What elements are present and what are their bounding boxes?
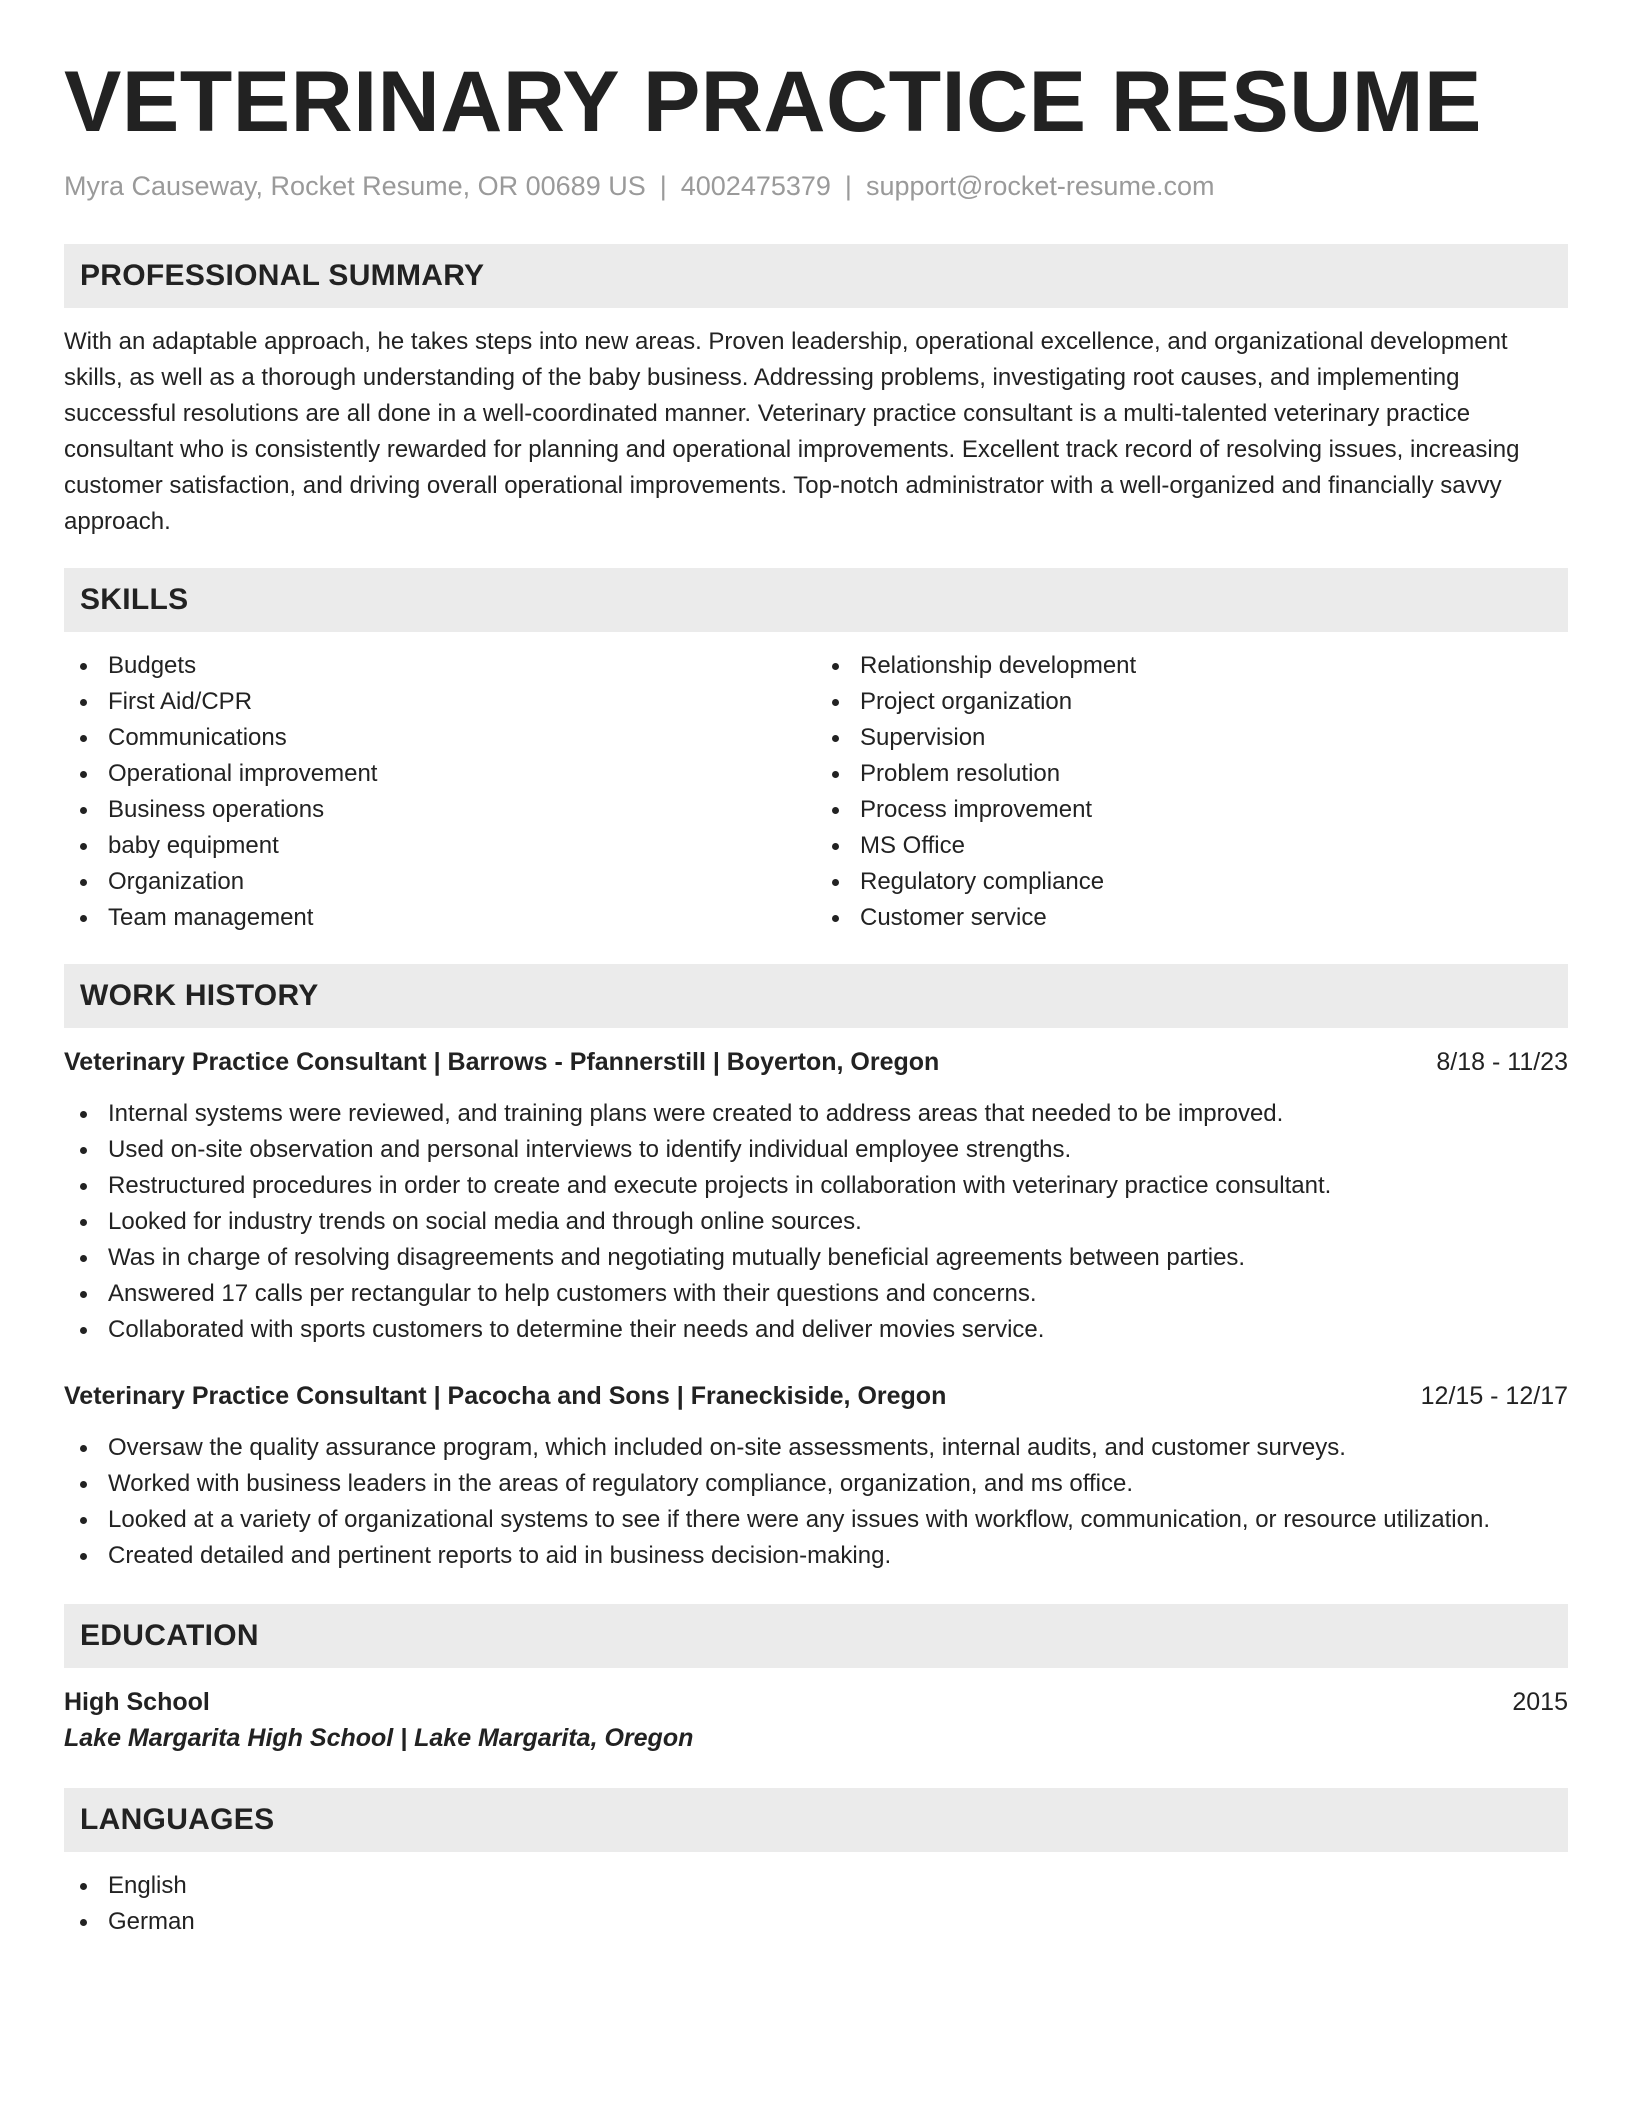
contact-address: Myra Causeway, Rocket Resume, OR 00689 US [64, 171, 646, 201]
job-bullets [64, 1096, 1568, 1348]
job-entry [64, 1378, 1568, 1574]
skill-item: Team management [64, 900, 816, 936]
contact-separator: | [844, 171, 852, 201]
job-header [64, 1378, 1568, 1414]
education-heading: EDUCATION [64, 1604, 1568, 1668]
job-bullet: Looked for industry trends on social media and through online sources. [64, 1204, 1568, 1240]
job-bullet: Collaborated with sports customers to determine their needs and deliver movies service. [64, 1312, 1568, 1348]
job-bullet: Answered 17 calls per rectangular to help customers with their questions and concerns. [64, 1276, 1568, 1312]
job-bullet: Restructured procedures in order to create and execute projects in collaboration with veterinary practice consultant. [64, 1168, 1568, 1204]
skills-column-right [816, 648, 1568, 936]
skills-column-left [64, 648, 816, 936]
summary-text: With an adaptable approach, he takes steps into new areas. Proven leadership, operational excellence, and organizational development skills, as well as a thorough understanding of the baby business. Addressing problems, investigating root causes, and implementing successful resolutions are all done in a well-coordinated manner. Veterinary practice consultant is a multi-talented veterinary practice consultant who is consistently rewarded for planning and operational improvements. Excellent track record of resolving issues, increasing customer satisfaction, and driving overall operational improvements. Top-notch administrator with a well-organized and financially savvy approach. [64, 328, 1520, 535]
work-history-heading: WORK HISTORY [64, 964, 1568, 1028]
job-bullet: Was in charge of resolving disagreements and negotiating mutually beneficial agreements between parties. [64, 1240, 1568, 1276]
contact-separator: | [659, 171, 667, 201]
job-bullet: Internal systems were reviewed, and training plans were created to address areas that needed to be improved. [64, 1096, 1568, 1132]
skill-item: MS Office [816, 828, 1568, 864]
skills-list [64, 648, 1568, 936]
skill-item: Supervision [816, 720, 1568, 756]
contact-line [64, 168, 1568, 204]
job-header [64, 1044, 1568, 1080]
skill-item: Relationship development [816, 648, 1568, 684]
skill-item: Customer service [816, 900, 1568, 936]
education-school: Lake Margarita High School | Lake Margarita, Oregon [64, 1724, 694, 1752]
skill-item: baby equipment [64, 828, 816, 864]
skill-item: Project organization [816, 684, 1568, 720]
job-dates: 12/15 - 12/17 [1420, 1382, 1568, 1410]
job-entry [64, 1044, 1568, 1348]
job-bullet: Oversaw the quality assurance program, which included on-site assessments, internal audits, and customer surveys. [64, 1430, 1568, 1466]
job-dates: 8/18 - 11/23 [1436, 1048, 1568, 1076]
job-bullet: Looked at a variety of organizational systems to see if there were any issues with workflow, communication, or resource utilization. [64, 1502, 1568, 1538]
education-year: 2015 [1512, 1688, 1568, 1716]
contact-phone: 4002475379 [680, 171, 831, 201]
skill-item: Operational improvement [64, 756, 816, 792]
skill-item: Process improvement [816, 792, 1568, 828]
skill-item: Communications [64, 720, 816, 756]
job-title: Veterinary Practice Consultant | Pacocha and Sons | Franeckiside, Oregon [64, 1382, 947, 1410]
resume-title: VETERINARY PRACTICE RESUME [64, 54, 1482, 150]
education-entry [64, 1684, 1568, 1756]
skill-item: First Aid/CPR [64, 684, 816, 720]
skill-item: Budgets [64, 648, 816, 684]
skill-item: Business operations [64, 792, 816, 828]
summary-heading: PROFESSIONAL SUMMARY [64, 244, 1568, 308]
contact-email: support@rocket-resume.com [865, 171, 1215, 201]
skill-item: Organization [64, 864, 816, 900]
education-header [64, 1684, 1568, 1720]
language-item: English [64, 1868, 1568, 1904]
job-bullet: Created detailed and pertinent reports to aid in business decision-making. [64, 1538, 1568, 1574]
job-bullets [64, 1430, 1568, 1574]
job-bullet: Used on-site observation and personal interviews to identify individual employee strengths. [64, 1132, 1568, 1168]
languages-heading: LANGUAGES [64, 1788, 1568, 1852]
skill-item: Regulatory compliance [816, 864, 1568, 900]
skills-heading: SKILLS [64, 568, 1568, 632]
skill-item: Problem resolution [816, 756, 1568, 792]
job-bullet: Worked with business leaders in the areas of regulatory compliance, organization, and ms office. [64, 1466, 1568, 1502]
education-degree: High School [64, 1688, 210, 1716]
language-item: German [64, 1904, 1568, 1940]
languages-list [64, 1868, 1568, 1940]
job-title: Veterinary Practice Consultant | Barrows - Pfannerstill | Boyerton, Oregon [64, 1048, 940, 1076]
